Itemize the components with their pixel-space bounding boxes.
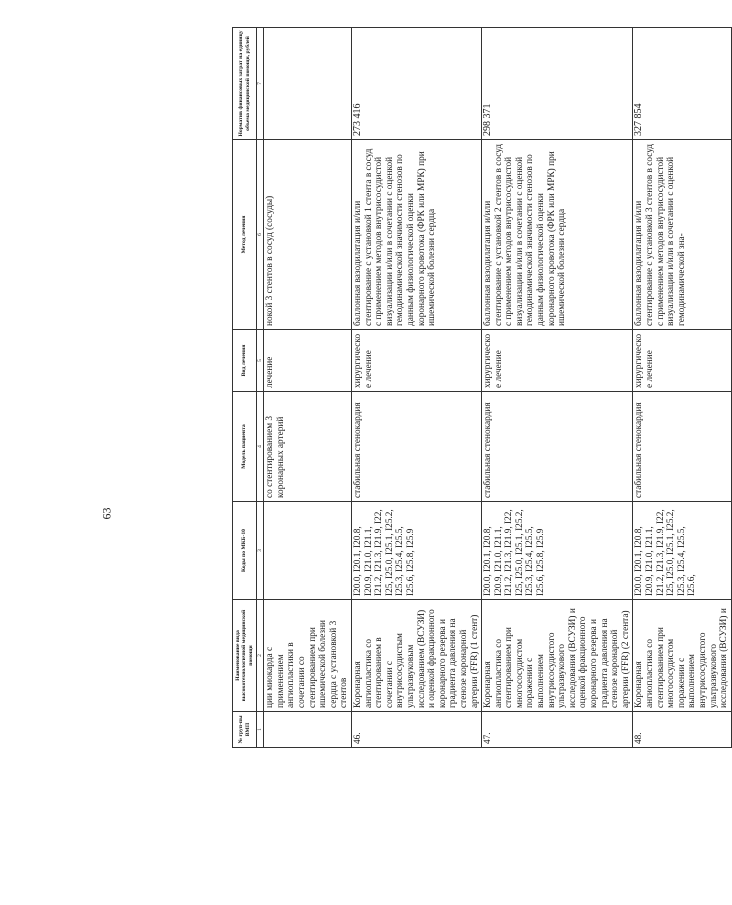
table-row xyxy=(351,28,481,748)
header-name: Наименование вида высокотехнологичной медицинской помощи xyxy=(233,600,257,712)
cell-patient: стабильная стенокардия xyxy=(482,392,633,502)
cell-group: 46. xyxy=(351,712,481,748)
cell-cost: 273 416 xyxy=(351,28,481,140)
cell-patient: со стентированием 3 коронарных артерий xyxy=(264,392,352,502)
cell-method: нокой 3 стентов в сосуд (сосуды) xyxy=(264,140,352,330)
header-codes: Коды по МКБ-10 xyxy=(233,502,257,600)
cell-group: 48. xyxy=(633,712,731,748)
cell-name: Коронарная ангиопластика со стентированием при многососудистом поражении с выполнением внутрисосудистого ультразвукового исследования (ВСУЗИ) и оценкой фракционного коронарного резерва и градиента давления на стенозе коронарной артерии (FFR) (2 стента) xyxy=(482,600,633,712)
cell-treatment: хирургическое лечение xyxy=(633,330,731,392)
cell-codes xyxy=(264,502,352,600)
cell-method: баллонная вазодилатация и/или стентирование с установкой 2 стентов в сосуд с применением методов внутрисосудистой визуализации и/или в сочетании с оценкой гемодинамической значимости стенозов по данным физиологической оценки коронарного кровотока (ФРК или МРК) при ишемической болезни сердца xyxy=(482,140,633,330)
rotated-page xyxy=(90,28,730,748)
header-group: № груп-пы ВМП xyxy=(233,712,257,748)
col-number: 7 xyxy=(257,28,264,140)
cell-method: баллонная вазодилатация и/или стентирование с установкой 3 стентов в сосуд с применением методов внутрисосудистой визуализации и/или в сочетании с оценкой гемодинамической зна- xyxy=(633,140,731,330)
table-row xyxy=(264,28,352,748)
cell-treatment: хирургическое лечение xyxy=(351,330,481,392)
col-number: 4 xyxy=(257,392,264,502)
cell-group xyxy=(264,712,352,748)
col-number: 6 xyxy=(257,140,264,330)
column-number-row xyxy=(257,28,264,748)
header-patient: Модель пациента xyxy=(233,392,257,502)
cell-codes: I20.0, I20.1, I20.8, I20.9, I21.0, I21.1, I21.2, I21.3, I21.9, I22, I25, I25.0, I25.1, I25.2, I25.3, I25.4, I25.5, I25.6, xyxy=(633,502,731,600)
cell-patient: стабильная стенокардия xyxy=(351,392,481,502)
cell-cost: 327 854 xyxy=(633,28,731,140)
cell-method: баллонная вазодилатация и/или стентирование с установкой 1 стента в сосуд с применением методов внутрисосудистой визуализации и/или в сочетании с оценкой гемодинамической значимости стенозов по данным физиологической оценки коронарного кровотока (ФРК или МРК) при ишемической болезни сердца xyxy=(351,140,481,330)
header-row xyxy=(233,28,257,748)
cell-cost xyxy=(264,28,352,140)
col-number: 3 xyxy=(257,502,264,600)
cell-treatment: лечение xyxy=(264,330,352,392)
table-row xyxy=(633,28,731,748)
vmp-table xyxy=(232,27,732,748)
col-number: 2 xyxy=(257,600,264,712)
col-number: 5 xyxy=(257,330,264,392)
cell-treatment: хирургическое лечение xyxy=(482,330,633,392)
table-row xyxy=(482,28,633,748)
cell-codes: I20.0, I20.1, I20.8, I20.9, I21.0, I21.1, I21.2, I21.3, I21.9, I22, I25, I25.0, I25.1, I25.2, I25.3, I25.4, I25.5, I25.6, I25.8, I25.9 xyxy=(482,502,633,600)
cell-cost: 298 371 xyxy=(482,28,633,140)
cell-group: 47. xyxy=(482,712,633,748)
cell-patient: стабильная стенокардия xyxy=(633,392,731,502)
cell-codes: I20.0, I20.1, I20.8, I20.9, I21.0, I21.1, I21.2, I21.3, I21.9, I22, I25, I25.0, I25.1, I25.2, I25.3, I25.4, I25.5, I25.6, I25.8, I25.9 xyxy=(351,502,481,600)
col-number: 1 xyxy=(257,712,264,748)
cell-name: ции миокарда с применением ангиопластики в сочетании со стентированием при ишемической болезни сердца с установкой 3 стентов xyxy=(264,600,352,712)
header-method: Метод лечения xyxy=(233,140,257,330)
header-cost: Норматив финансовых затрат на единицу объема медицинской помощи, рублей xyxy=(233,28,257,140)
page-number: 63 xyxy=(99,507,114,520)
cell-name: Коронарная ангиопластика со стентированием в сочетании с внутрисосудистым ультразвуковым исследованием (ВСУЗИ) и оценкой фракционного коронарного резерва и градиента давления на стенозе коронарной артерии (FFR) (1 стент) xyxy=(351,600,481,712)
cell-name: Коронарная ангиопластика со стентированием при многососудистом поражении с выполнением внутрисосудистого ультразвукового исследования (ВСУЗИ) и xyxy=(633,600,731,712)
header-treatment: Вид лечения xyxy=(233,330,257,392)
